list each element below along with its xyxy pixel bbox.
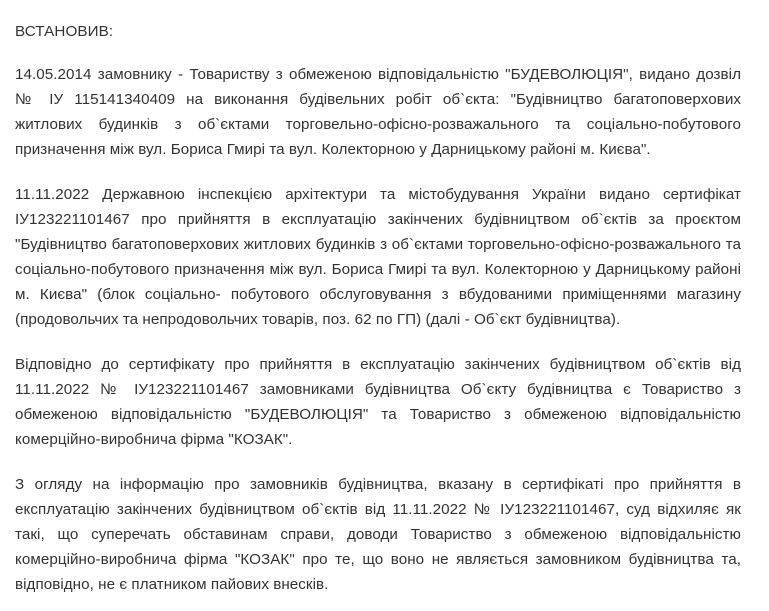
paragraph-permit: 14.05.2014 замовнику - Товариству з обмеженою відповідальністю "БУДЕВОЛЮЦІЯ", видано дозвіл № ІУ 115141340409 на виконання будівельних робіт об`єкта: "Будівництво багатоповерхових житлових будинків з об`єктами торговельно-офісно-розважального та соціально-побутового призначення між вул. Бориса Гмирі та вул. Колекторною у Дарницькому районі м. Києва". [15, 66, 741, 158]
paragraph-customers: Відповідно до сертифікату про прийняття в експлуатацію закінчених будівництвом об`єктів від 11.11.2022 № ІУ123221101467 замовниками будівництва Об`єкту будівництва є Товариство з обмеженою відповідальністю "БУДЕВОЛЮЦІЯ" та Товариство з обмеженою відповідальністю комерційно-виробнича фірма "КОЗАК". [15, 356, 741, 448]
paragraph-certificate: 11.11.2022 Державною інспекцією архітектури та містобудування України видано сертифікат ІУ123221101467 про прийняття в експлуатацію закінчених будівництвом об`єктів за проєктом "Будівництво багатоповерхових житлових будинків з об`єктами торговельно-офісно-розважального та соціально-побутового призначення між вул. Бориса Гмирі та вул. Колекторною у Дарницькому районі м. Києва" (блок соціально- побутового обслуговування з вбудованими приміщеннями магазину (продовольчих та непродовольчих товарів, поз. 62 по ГП) (далі - Об`єкт будівництва). [15, 186, 741, 328]
section-heading: ВСТАНОВИВ: [15, 23, 114, 40]
paragraph-court-conclusion: З огляду на інформацію про замовників будівництва, вказану в сертифікаті про прийняття в експлуатацію закінчених будівництвом об`єктів від 11.11.2022 № ІУ123221101467, суд відхиляє як такі, що суперечать обставинам справи, доводи Товариство з обмеженою відповідальністю комерційно-виробнича фірма "КОЗАК" про те, що воно не являється замовником будівництва та, відповідно, не є платником пайових внесків. [15, 476, 741, 593]
